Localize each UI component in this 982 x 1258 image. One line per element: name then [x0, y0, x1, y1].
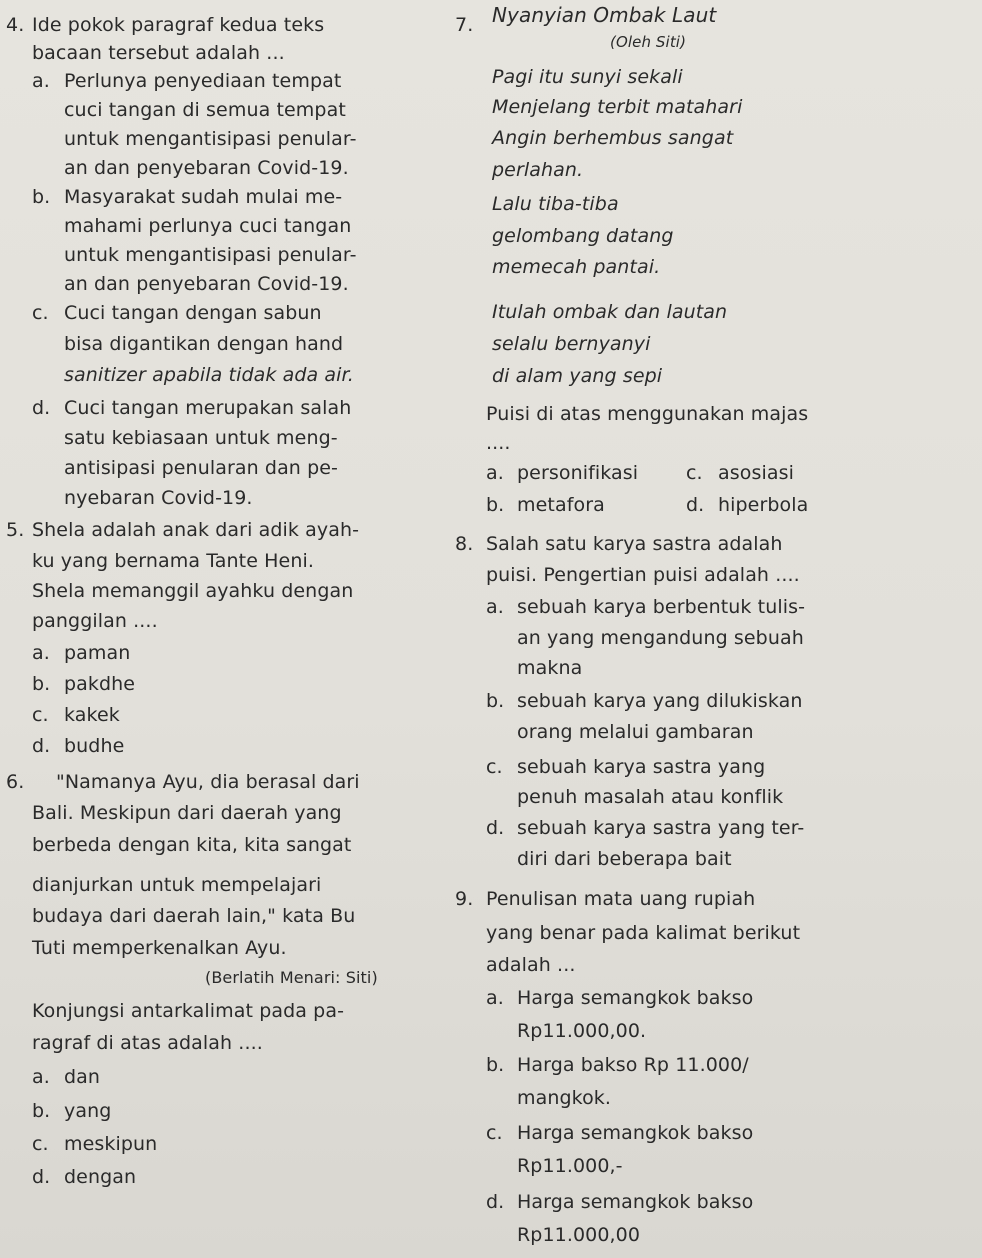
q6-question-line-1: Konjungsi antarkalimat pada pa- — [32, 1000, 345, 1022]
q9-option-d-line-2: Rp11.000,00 — [517, 1224, 641, 1246]
q4-option-a-line-1: Perlunya penyediaan tempat — [64, 70, 342, 92]
q9-option-b-letter: b. — [486, 1054, 505, 1076]
q6-option-c-text: meskipun — [64, 1133, 158, 1155]
q6-stem-line-4: dianjurkan untuk mempelajari — [32, 874, 322, 896]
q8-option-d-line-2: diri dari beberapa bait — [517, 848, 732, 870]
q9-option-a-line-2: Rp11.000,00. — [517, 1020, 647, 1042]
q7-option-c-letter: c. — [686, 462, 703, 484]
q7-option-b-letter: b. — [486, 494, 505, 516]
q6-stem-line-1: "Namanya Ayu, dia berasal dari — [56, 771, 360, 793]
q7-option-a-letter: a. — [486, 462, 504, 484]
q4-option-c-line-1: Cuci tangan dengan sabun — [64, 302, 322, 324]
q7-option-b-text: metafora — [517, 494, 605, 516]
q9-option-b-line-2: mangkok. — [517, 1087, 612, 1109]
q4-option-b-line-1: Masyarakat sudah mulai me- — [64, 186, 343, 208]
q7-stanza1-line-2: Menjelang terbit matahari — [492, 96, 743, 118]
q8-number: 8. — [455, 533, 474, 555]
q8-stem-line-1: Salah satu karya sastra adalah — [486, 533, 783, 555]
q9-option-c-line-1: Harga semangkok bakso — [517, 1122, 754, 1144]
q6-option-b-letter: b. — [32, 1100, 51, 1122]
q7-stanza2-line-2: gelombang datang — [492, 225, 674, 247]
q7-question-line-2: .... — [486, 432, 511, 454]
q8-stem-line-2: puisi. Pengertian puisi adalah .... — [486, 564, 800, 586]
q9-option-c-letter: c. — [486, 1122, 503, 1144]
q7-question-line-1: Puisi di atas menggunakan majas — [486, 403, 809, 425]
q8-option-d-letter: d. — [486, 817, 505, 839]
q7-option-a-text: personifikasi — [517, 462, 639, 484]
q9-stem-line-3: adalah ... — [486, 954, 576, 976]
q5-stem-line-3: Shela memanggil ayahku dengan — [32, 580, 354, 602]
q5-option-d-letter: d. — [32, 735, 51, 757]
q7-option-d-letter: d. — [686, 494, 705, 516]
q6-option-d-letter: d. — [32, 1166, 51, 1188]
q6-option-c-letter: c. — [32, 1133, 49, 1155]
q4-number: 4. — [6, 14, 25, 36]
q4-option-a-letter: a. — [32, 70, 50, 92]
q7-stanza1-line-4: perlahan. — [492, 159, 584, 181]
q5-stem-line-1: Shela adalah anak dari adik ayah- — [32, 519, 360, 541]
q5-option-c-text: kakek — [64, 704, 120, 726]
q8-option-a-line-1: sebuah karya berbentuk tulis- — [517, 596, 806, 618]
q6-number: 6. — [6, 771, 25, 793]
q4-stem-line-1: Ide pokok paragraf kedua teks — [32, 14, 325, 36]
q6-stem-line-2: Bali. Meskipun dari daerah yang — [32, 802, 342, 824]
q9-option-a-letter: a. — [486, 987, 504, 1009]
q8-option-b-line-1: sebuah karya yang dilukiskan — [517, 690, 803, 712]
q4-option-b-line-4: an dan penyebaran Covid-19. — [64, 273, 349, 295]
q7-poem-author: (Oleh Siti) — [610, 33, 687, 51]
q8-option-a-line-2: an yang mengandung sebuah — [517, 627, 804, 649]
q8-option-b-line-2: orang melalui gambaran — [517, 721, 754, 743]
q8-option-c-letter: c. — [486, 756, 503, 778]
q5-option-b-text: pakdhe — [64, 673, 136, 695]
q7-stanza2-line-3: memecah pantai. — [492, 256, 661, 278]
q9-option-d-line-1: Harga semangkok bakso — [517, 1191, 754, 1213]
q4-option-d-line-3: antisipasi penularan dan pe- — [64, 457, 338, 479]
q8-option-a-line-3: makna — [517, 657, 583, 679]
q7-stanza1-line-3: Angin berhembus sangat — [492, 127, 734, 149]
q8-option-a-letter: a. — [486, 596, 504, 618]
q7-number: 7. — [455, 14, 474, 36]
q9-stem-line-2: yang benar pada kalimat berikut — [486, 922, 801, 944]
q5-option-b-letter: b. — [32, 673, 51, 695]
q4-option-d-line-4: nyebaran Covid-19. — [64, 487, 253, 509]
q6-option-b-text: yang — [64, 1100, 112, 1122]
q6-stem-line-5: budaya dari daerah lain," kata Bu — [32, 905, 356, 927]
q4-option-b-line-2: mahami perlunya cuci tangan — [64, 215, 352, 237]
q6-stem-line-3: berbeda dengan kita, kita sangat — [32, 834, 352, 856]
q4-option-a-line-3: untuk mengantisipasi penular- — [64, 128, 357, 150]
q4-option-d-line-1: Cuci tangan merupakan salah — [64, 397, 352, 419]
q8-option-d-line-1: sebuah karya sastra yang ter- — [517, 817, 805, 839]
q8-option-c-line-1: sebuah karya sastra yang — [517, 756, 766, 778]
q9-stem-line-1: Penulisan mata uang rupiah — [486, 888, 756, 910]
q4-option-d-letter: d. — [32, 397, 51, 419]
q4-option-b-letter: b. — [32, 186, 51, 208]
q4-option-c-letter: c. — [32, 302, 49, 324]
q4-option-c-line-3: sanitizer apabila tidak ada air. — [64, 364, 354, 386]
q4-option-a-line-2: cuci tangan di semua tempat — [64, 99, 346, 121]
q5-stem-line-2: ku yang bernama Tante Heni. — [32, 550, 314, 572]
q7-stanza2-line-1: Lalu tiba-tiba — [492, 193, 619, 215]
q8-option-c-line-2: penuh masalah atau konflik — [517, 786, 784, 808]
q9-option-d-letter: d. — [486, 1191, 505, 1213]
q8-option-b-letter: b. — [486, 690, 505, 712]
q7-stanza1-line-1: Pagi itu sunyi sekali — [492, 66, 683, 88]
q9-option-a-line-1: Harga semangkok bakso — [517, 987, 754, 1009]
q6-option-d-text: dengan — [64, 1166, 137, 1188]
q9-option-c-line-2: Rp11.000,- — [517, 1155, 623, 1177]
q5-number: 5. — [6, 519, 25, 541]
q6-option-a-letter: a. — [32, 1066, 50, 1088]
q5-stem-line-4: panggilan .... — [32, 610, 158, 632]
q9-number: 9. — [455, 888, 474, 910]
q9-option-b-line-1: Harga bakso Rp 11.000/ — [517, 1054, 749, 1076]
q4-stem-line-2: bacaan tersebut adalah ... — [32, 42, 285, 64]
q5-option-a-text: paman — [64, 642, 131, 664]
q7-poem-title: Nyanyian Ombak Laut — [492, 3, 717, 27]
q6-option-a-text: dan — [64, 1066, 101, 1088]
q5-option-a-letter: a. — [32, 642, 50, 664]
q7-stanza3-line-3: di alam yang sepi — [492, 365, 663, 387]
q5-option-c-letter: c. — [32, 704, 49, 726]
q4-option-d-line-2: satu kebiasaan untuk meng- — [64, 427, 338, 449]
q7-option-d-text: hiperbola — [718, 494, 809, 516]
q6-stem-line-6: Tuti memperkenalkan Ayu. — [32, 937, 287, 959]
q4-option-b-line-3: untuk mengantisipasi penular- — [64, 244, 357, 266]
q7-stanza3-line-2: selalu bernyanyi — [492, 333, 651, 355]
q5-option-d-text: budhe — [64, 735, 125, 757]
q4-option-a-line-4: an dan penyebaran Covid-19. — [64, 157, 349, 179]
q6-source-citation: (Berlatih Menari: Siti) — [205, 968, 378, 987]
q7-option-c-text: asosiasi — [718, 462, 794, 484]
q4-option-c-line-2: bisa digantikan dengan hand — [64, 333, 344, 355]
q7-stanza3-line-1: Itulah ombak dan lautan — [492, 301, 728, 323]
q6-question-line-2: ragraf di atas adalah .... — [32, 1032, 263, 1054]
